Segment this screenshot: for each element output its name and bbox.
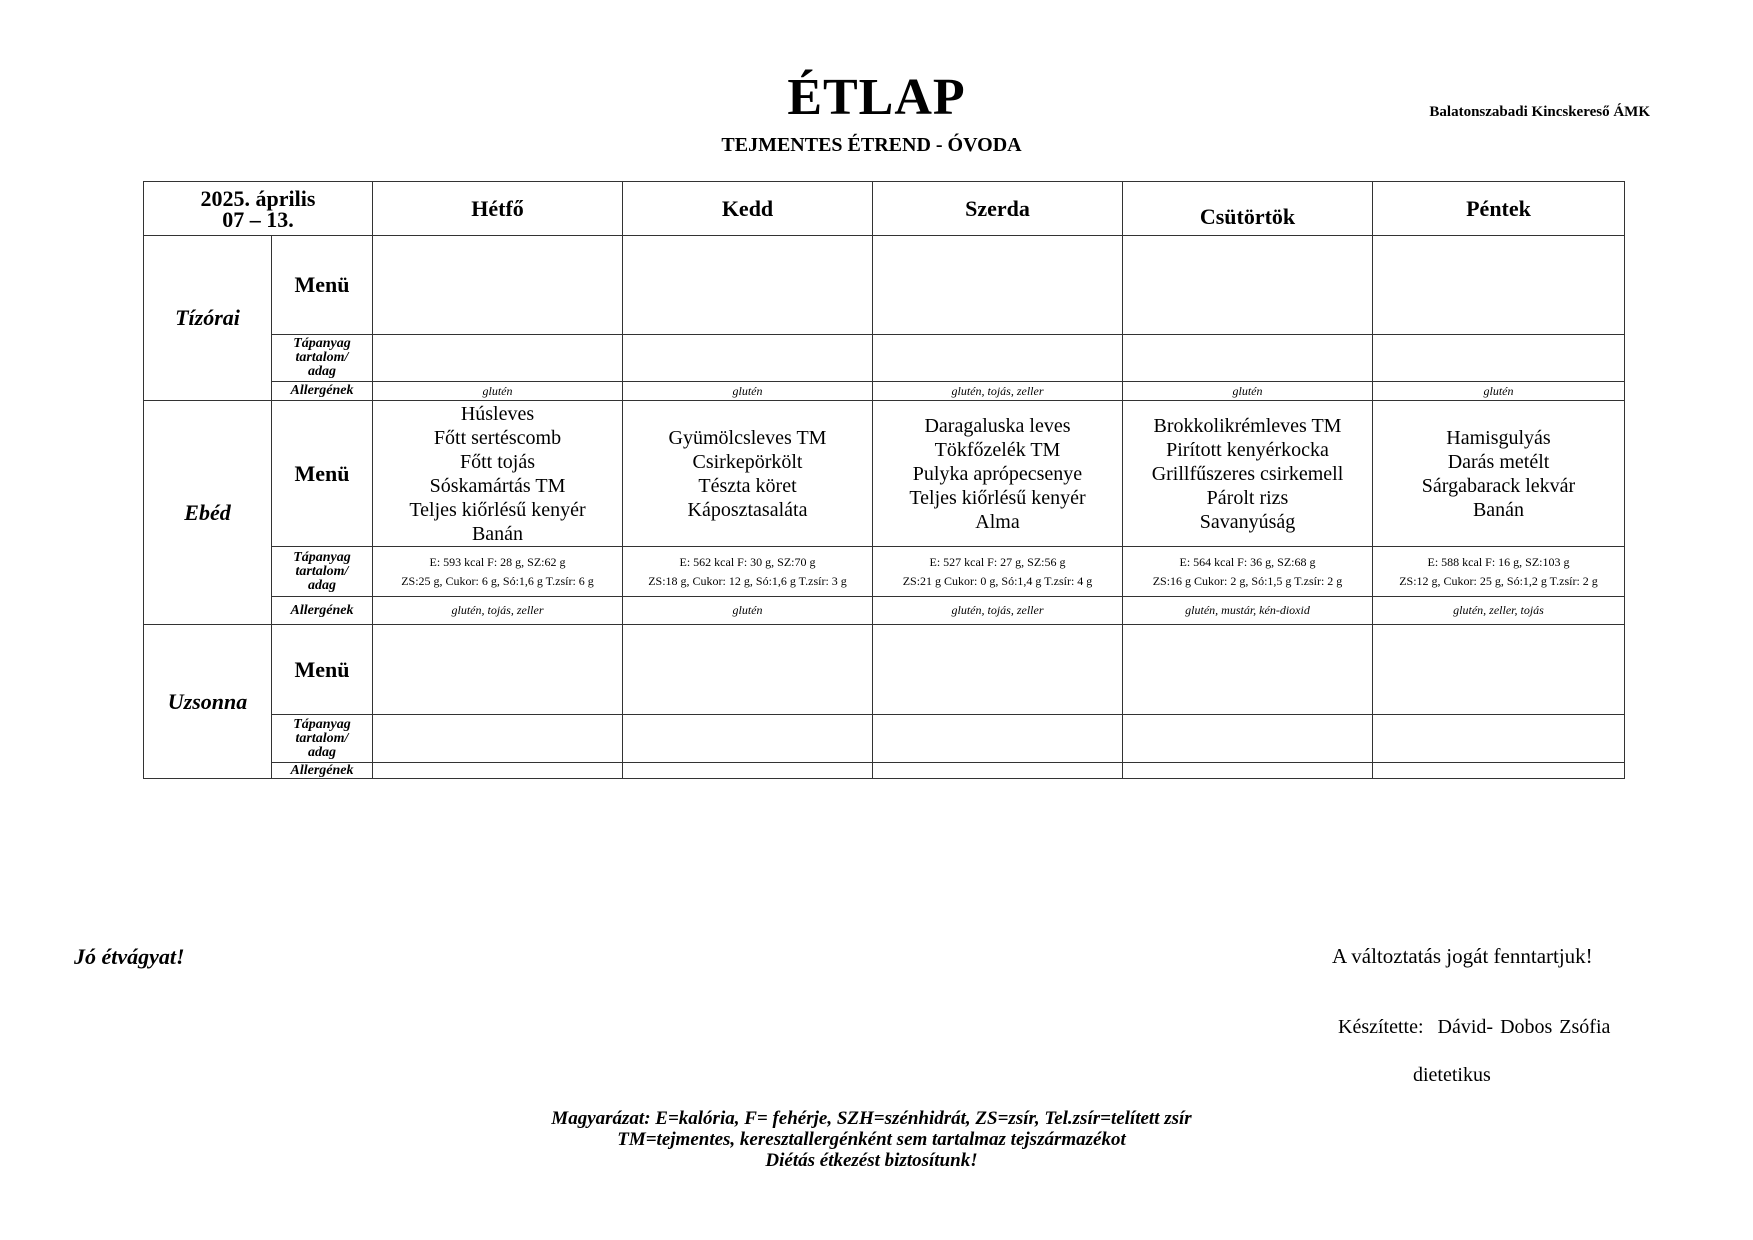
row-label-allergens: Allergének	[272, 597, 373, 625]
label-line: Tápanyag	[293, 716, 351, 732]
menu-cell	[623, 625, 873, 715]
date-line: 2025. április	[200, 185, 316, 211]
dish-item: Húsleves	[460, 402, 535, 425]
date-range-cell	[144, 182, 373, 236]
dish-item: Tökfőzelék TM	[934, 438, 1061, 461]
dish-item: Daragaluska leves	[924, 414, 1071, 437]
rights-note: A változtatás jogát fenntartjuk!	[1332, 944, 1593, 968]
dish-item: Káposztasaláta	[687, 498, 808, 521]
nutrition-cell	[1123, 715, 1373, 763]
nutrition-line: ZS:12 g, Cukor: 25 g, Só:1,2 g T.zsír: 2 g	[1399, 573, 1598, 588]
dish-item: Darás metélt	[1447, 450, 1550, 473]
allergen-cell	[873, 763, 1123, 779]
organization-name: Balatonszabadi Kincskereső ÁMK	[1429, 104, 1650, 120]
nutrition-line: E: 564 kcal F: 36 g, SZ:68 g	[1179, 554, 1316, 569]
menu-row	[144, 625, 1625, 715]
row-label-menu: Menü	[272, 236, 373, 335]
allergen-cell: glutén	[1123, 382, 1373, 401]
row-label-menu: Menü	[272, 401, 373, 547]
row-label-allergens: Allergének	[272, 382, 373, 401]
nutrition-line: E: 527 kcal F: 27 g, SZ:56 g	[929, 554, 1066, 569]
label-line: tartalom/	[295, 730, 349, 746]
dish-item: Sárgabarack lekvár	[1421, 474, 1576, 497]
dish-item: Főtt sertéscomb	[433, 426, 562, 449]
date-line: 07 – 13.	[222, 206, 294, 232]
menu-row	[144, 236, 1625, 335]
nutrition-cell	[373, 547, 623, 597]
day-header: Péntek	[1373, 182, 1625, 236]
author-name: Dávid- Dobos Zsófia	[1437, 1016, 1611, 1038]
nutrition-cell	[1373, 715, 1625, 763]
nutrition-cell	[373, 715, 623, 763]
header-row	[144, 182, 1625, 236]
row-label-nutrition	[272, 335, 373, 382]
nutrition-cell	[873, 715, 1123, 763]
allergen-cell: glutén, mustár, kén-dioxid	[1123, 597, 1373, 625]
allergen-cell: glutén	[373, 382, 623, 401]
allergen-cell: glutén	[1373, 382, 1625, 401]
nutrition-cell	[623, 335, 873, 382]
day-header: Kedd	[623, 182, 873, 236]
menu-cell	[1123, 625, 1373, 715]
nutrition-cell	[1373, 547, 1625, 597]
menu-cell	[1373, 236, 1625, 335]
menu-cell	[1373, 401, 1625, 547]
menu-cell	[373, 625, 623, 715]
legend-line: Magyarázat: E=kalória, F= fehérje, SZH=szénhidrát, ZS=zsír, Tel.zsír=telített zsír	[551, 1108, 1192, 1129]
legend-line: TM=tejmentes, keresztallergénként sem tartalmaz tejszármazékot	[617, 1129, 1126, 1150]
day-header: Szerda	[873, 182, 1123, 236]
allergen-cell	[373, 763, 623, 779]
dish-item: Savanyúság	[1199, 510, 1296, 533]
menu-cell	[873, 401, 1123, 547]
dish-item: Banán	[1472, 498, 1525, 521]
author-role: dietetikus	[1413, 1064, 1491, 1086]
day-header: Hétfő	[373, 182, 623, 236]
label-line: tartalom/	[295, 563, 349, 579]
nutrition-cell	[1123, 547, 1373, 597]
menu-cell	[373, 236, 623, 335]
allergen-cell: glutén	[623, 382, 873, 401]
label-line: tartalom/	[295, 350, 349, 365]
meal-name: Ebéd	[144, 401, 272, 625]
allergen-cell: glutén	[623, 597, 873, 625]
allergen-cell: glutén, tojás, zeller	[873, 382, 1123, 401]
menu-cell	[873, 236, 1123, 335]
nutrition-cell	[1373, 335, 1625, 382]
nutrition-line: ZS:25 g, Cukor: 6 g, Só:1,6 g T.zsír: 6 g	[401, 573, 594, 588]
dish-item: Pirított kenyérkocka	[1166, 438, 1329, 461]
dish-item: Grillfűszeres csirkemell	[1151, 462, 1344, 485]
page-subtitle: TEJMENTES ÉTREND - ÓVODA	[721, 134, 1022, 156]
allergens-row	[144, 763, 1625, 779]
meal-name: Tízórai	[144, 236, 272, 401]
allergens-row	[144, 597, 1625, 625]
dish-item: Teljes kiőrlésű kenyér	[409, 498, 586, 521]
menu-cell	[1373, 625, 1625, 715]
menu-row	[144, 401, 1625, 547]
dish-item: Tészta köret	[698, 474, 797, 497]
label-line: Tápanyag	[293, 549, 351, 565]
nutrition-cell	[623, 547, 873, 597]
label-line: adag	[308, 577, 336, 593]
nutrition-line: ZS:18 g, Cukor: 12 g, Só:1,6 g T.zsír: 3 g	[648, 573, 847, 588]
legend-line: Diétás étkezést biztosítunk!	[765, 1150, 978, 1171]
nutrition-row	[144, 335, 1625, 382]
menu-cell	[873, 625, 1123, 715]
label-line: adag	[308, 744, 336, 760]
nutrition-row	[144, 715, 1625, 763]
menu-cell	[1123, 236, 1373, 335]
nutrition-line: E: 593 kcal F: 28 g, SZ:62 g	[429, 554, 566, 569]
dish-item: Pulyka aprópecsenye	[912, 462, 1083, 485]
nutrition-row	[144, 547, 1625, 597]
allergen-cell	[623, 763, 873, 779]
nutrition-cell	[623, 715, 873, 763]
row-label-menu: Menü	[272, 625, 373, 715]
dish-item: Sóskamártás TM	[429, 474, 566, 497]
dish-item: Alma	[975, 510, 1020, 533]
nutrition-line: ZS:16 g Cukor: 2 g, Só:1,5 g T.zsír: 2 g	[1152, 573, 1343, 588]
nutrition-cell	[873, 335, 1123, 382]
label-line: Tápanyag	[293, 336, 351, 351]
allergen-cell	[1373, 763, 1625, 779]
row-label-allergens: Allergének	[272, 763, 373, 779]
meal-name: Uzsonna	[144, 625, 272, 779]
allergen-cell: glutén, tojás, zeller	[873, 597, 1123, 625]
row-label-nutrition	[272, 547, 373, 597]
dish-item: Hamisgulyás	[1446, 426, 1551, 449]
author-line	[1338, 1016, 1610, 1039]
page-title: ÉTLAP	[787, 69, 966, 126]
dish-item: Banán	[471, 522, 524, 545]
menu-cell	[623, 236, 873, 335]
day-header: Csütörtök	[1123, 182, 1373, 236]
greeting: Jó étvágyat!	[74, 944, 185, 969]
nutrition-cell	[373, 335, 623, 382]
nutrition-line: E: 562 kcal F: 30 g, SZ:70 g	[679, 554, 816, 569]
allergen-cell: glutén, tojás, zeller	[373, 597, 623, 625]
row-label-nutrition	[272, 715, 373, 763]
allergen-cell	[1123, 763, 1373, 779]
menu-cell	[1123, 401, 1373, 547]
legend	[0, 1108, 1748, 1171]
nutrition-line: ZS:21 g Cukor: 0 g, Só:1,4 g T.zsír: 4 g	[902, 573, 1093, 588]
dish-item: Párolt rizs	[1206, 486, 1289, 509]
label-line: adag	[308, 364, 336, 379]
nutrition-cell	[873, 547, 1123, 597]
menu-cell	[623, 401, 873, 547]
allergens-row	[144, 382, 1625, 401]
allergen-cell: glutén, zeller, tojás	[1373, 597, 1625, 625]
dish-item: Gyümölcsleves TM	[668, 426, 827, 449]
author-label: Készítette:	[1338, 1016, 1424, 1038]
nutrition-cell	[1123, 335, 1373, 382]
dish-item: Teljes kiőrlésű kenyér	[909, 486, 1086, 509]
menu-table	[143, 181, 1625, 779]
dish-item: Csirkepörkölt	[692, 450, 803, 473]
menu-cell	[373, 401, 623, 547]
nutrition-line: E: 588 kcal F: 16 g, SZ:103 g	[1427, 554, 1570, 569]
dish-item: Brokkolikrémleves TM	[1153, 414, 1342, 437]
dish-item: Főtt tojás	[459, 450, 535, 473]
